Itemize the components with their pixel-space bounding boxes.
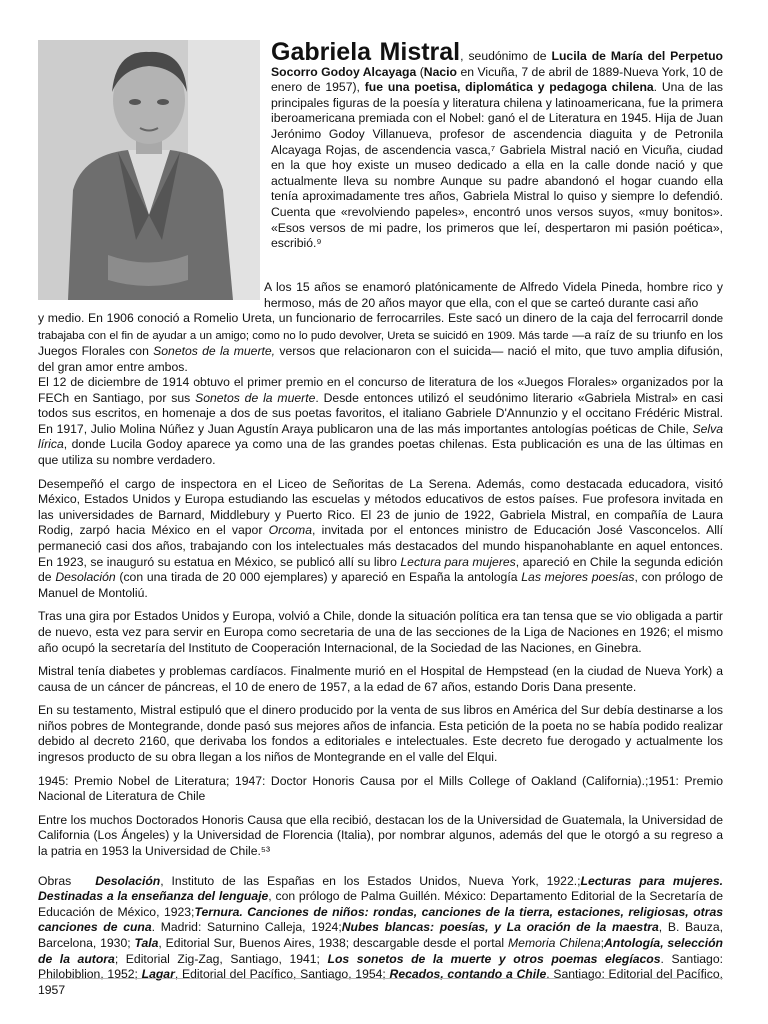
work-6-info: ; Editorial Zig-Zag, Santiago, 1941; — [114, 951, 328, 966]
intro-paragraph — [271, 40, 723, 252]
p2-text-b: y medio. En 1906 conoció a Romelio Ureta, un funcionario de ferrocarriles. Este sacó un dinero de la caja del ferrocarril — [38, 311, 692, 326]
work-2-info: , con prólogo de Palma Guillén. México: Departamento Editorial de la Secretaría de Educación de México, 1923; — [38, 889, 723, 919]
paragraph-death: Mistral tenía diabetes y problemas cardíacos. Finalmente murió en el Hospital de Hempstead (en la ciudad de Nueva York) a causa de un cáncer de páncreas, el 10 de enero de 1957, a la edad de 67 años, estando Doris Dana presente. — [38, 664, 723, 694]
work-8-info: , Editorial del Pacífico, Santiago, 1954; — [174, 967, 390, 982]
paragraph-works — [38, 874, 723, 999]
p3-text-e: , donde Lucila Godoy aparece ya como una de las grandes poetas chilenas. Esta publicación es una de las últimas en que utiliza su nombre verdadero. — [38, 437, 723, 467]
p4-mejores: Las mejores poesías — [521, 570, 635, 585]
full-name: Lucila de María del Perpetuo Socorro Godoy Alcayaga — [271, 49, 723, 79]
p3-text-c: . Desde entonces utilizó el seudónimo literario «Gabriela Mistral» en casi todos sus escritos, en homenaje a dos de sus poetas favoritos, el italiano Gabriele D'Annunzio y el occitano Frédéric Mistral. En 1917, Julio Molina Núñez y Juan Agustín Araya publicaron una de las más importantes antologías poéticas de Chile, — [38, 390, 724, 436]
p4-text-c: , invitada por el entonces ministro de Educación José Vasconcelos. Allí permaneció casi dos años, trabajando con los intelectuales más destacados del mundo hispanohablante en aquel entonces. En 1923, se inauguró su estatua en México, se publicó allí su libro — [38, 523, 724, 569]
work-3-info: . Madrid: Saturnino Calleja, 1924; — [151, 920, 342, 935]
bottom-divider — [38, 978, 723, 979]
p2-text-f: versos que relacionaron con el suicida— nació el mito, que tuvo amplia difusión, del gran amor entre ambos. — [38, 344, 723, 374]
paragraph-europe: Tras una gira por Estados Unidos y Europa, volvió a Chile, donde la situación política era tan tensa que se vio obligada a partir de nuevo, esta vez para servir en Europa como secretaria de una de las secciones de la Liga de Naciones en 1926; el mismo año ocupó la secretaría del Instituto de Cooperación Internacional, de la Sociedad de las Naciones, en Ginebra. — [38, 609, 723, 655]
work-2: Lecturas para mujeres. Destinadas a la enseñanza del lenguaje — [38, 873, 723, 904]
work-1: Desolación — [95, 873, 161, 888]
work-9-info: . Santiago: Editorial del Pacífico, 1957 — [38, 967, 724, 997]
work-6: Antología, selección de la autora — [38, 936, 723, 966]
p4-text-e: , apareció en Chile la segunda edición de — [38, 554, 723, 585]
p4-lectura: Lectura para mujeres — [400, 554, 516, 569]
paragraph-doctorates: Entre los muchos Doctorados Honoris Causa que ella recibió, destacan los de la Universidad de Guatemala, la Universidad de California (Los Ángeles) y la Universidad de Florencia (Italia), por nombrar algunos, además del que le otorgó a su regreso a la patria en 1953 la Universidad de Chile.⁵³ — [38, 812, 723, 859]
work-8: Lagar — [141, 967, 175, 982]
p4-text-g: (con una tirada de 20 000 ejemplares) y apareció en España la antología — [115, 570, 522, 585]
intro-text-1: ( — [416, 64, 424, 79]
intro-text-3: . Una de las principales figuras de la poesía y literatura chilena y latinoamericana, fue la primera iberoamericana premiada con el Nobel: ganó el de Literatura en 1945. Hija de Juan Jerónimo Godoy Villanueva, profesor de ascendencia diaguita y de Petronila Alcayaga Rojas, de ascendencia vasca,⁷ Gabriela Mistral nació en Vicuña, ciudad en la que hoy existe un museo dedicado a ella en la calle donde nació y que actualmente lleva su nombre Aunque su padre abandonó el hogar cuando ella tenía aproximadamente tres años, Gabriela Mistral lo quiso y siempre lo defendió. Cuenta que «revolviendo papeles», encontró unos versos suyos, «muy bonitos». «Esos versos de mi padre, los primeros que leí, despertaron mi pasión poética», escribió.⁹ — [271, 80, 723, 251]
work-9: Recados, contando a Chile — [389, 967, 547, 982]
p2-sonetos: Sonetos de la muerte, — [153, 344, 276, 359]
body-text — [38, 375, 723, 1006]
portrait-illustration — [38, 40, 260, 300]
p3-text-a: El 12 de diciembre de 1914 obtuvo el primer premio en el concurso de literatura de los «Juegos Florales» organizados por la FECh en Santiago, por sus — [38, 375, 723, 405]
work-4-info: , B. Bauza, Barcelona, 1930; — [38, 920, 723, 950]
p3-sonetos: Sonetos de la muerte — [195, 390, 316, 405]
work-7-info: . Santiago: Philobiblion, 1952; — [38, 951, 724, 982]
p4-text-i: , con prólogo de Manuel de Montoliú. — [38, 570, 723, 600]
p2-text-c: donde trabajaba con el fin de ayudar a un amigo; como no lo pudo devolver, Ureta se suicidó en 1909. Más tarde — [38, 313, 723, 342]
p4-desolacion: Desolación — [55, 570, 116, 585]
work-4: Nubes blancas: poesías, y La oración de la maestra — [341, 920, 659, 935]
p3-selva: Selva lírica — [38, 421, 723, 452]
work-5-info: , Editorial Sur, Buenos Aires, 1938; descargable desde el portal — [158, 936, 509, 950]
works-heading: Obras — [38, 873, 72, 888]
work-3: Ternura. Canciones de niños: rondas, canciones de la tierra, estaciones, religiosas, otras canciones de cuna — [38, 904, 723, 935]
p4-orcoma: Orcoma — [268, 523, 312, 538]
work-5-sep: ; — [600, 936, 604, 950]
intro-text-2: en Vicuña, 7 de abril de 1889-Nueva York, 10 de enero de 1957), — [271, 64, 723, 95]
paragraph-awards: 1945: Premio Nobel de Literatura; 1947: Doctor Honoris Causa por el Mills College of Oakland (California).;1951: Premio Nacional de Literatura de Chile — [38, 773, 723, 804]
role-text: fue una poetisa, diplomática y pedagoga chilena — [364, 80, 654, 95]
p4-text-a: Desempeñó el cargo de inspectora en el Liceo de Señoritas de La Serena. Además, como destacada educadora, visitó México, Estados Unidos y Europa estudiando las escuelas y métodos educativos de estos países. Fue profesora invitada en las universidades de Barnard, Middlebury y Puerto Rico. El 23 de junio de 1922, Gabriela Mistral, en compañía de Laura Rodig, zarpó hacia México en el vapor — [38, 476, 723, 538]
paragraph-prize — [38, 375, 723, 469]
work-1-info: , Instituto de las Españas en los Estados Unidos, Nueva York, 1922.; — [160, 873, 581, 888]
page-title: Gabriela Mistral — [271, 38, 461, 66]
paragraph-career — [38, 477, 723, 602]
work-7: Los sonetos de la muerte y otros poemas elegíacos — [327, 951, 661, 966]
paragraph-testament: En su testamento, Mistral estipuló que el dinero producido por la venta de sus libros en América del Sur debía destinarse a los niños pobres de Montegrande, donde pasó sus mejores años de infancia. Esta petición de la poeta no se había podido realizar debido al decreto 2160, que derivaba los fondos a editoriales e intelectuales. Este decreto fue derogado y actualmente los ingresos producto de su obra llegan a los niños de Montegrande en el valle del Elqui. — [38, 703, 723, 765]
nacio-label: Nacio — [423, 64, 457, 79]
intro-lead: , seudónimo de — [460, 49, 552, 63]
work-5: Tala — [134, 936, 159, 950]
portrait-photo — [38, 40, 260, 300]
p2-text-d: —a raíz de su triunfo en los Juegos Florales con — [38, 327, 724, 359]
paragraph-romance — [38, 280, 723, 376]
p2-first-line: A los 15 años se enamoró platónicamente de Alfredo Videla Pineda, hombre rico y hermoso, más de 20 años mayor que ella, con el que se carteó durante casi año — [264, 280, 723, 310]
work-5-portal: Memoria Chilena — [508, 936, 601, 950]
